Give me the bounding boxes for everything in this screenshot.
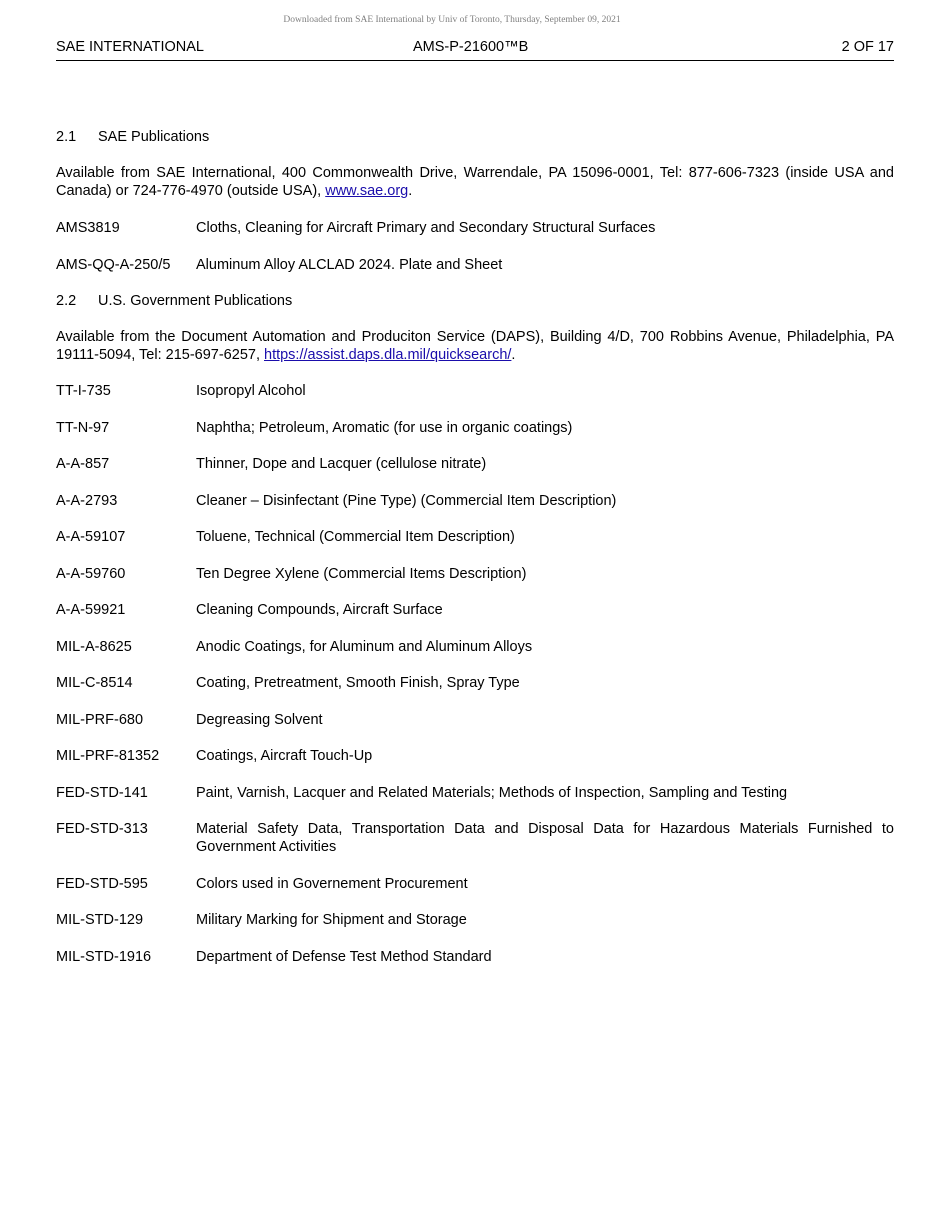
reference-title: Department of Defense Test Method Standard [196,948,492,965]
reference-item [56,784,894,802]
sae-availability-paragraph [56,164,894,200]
reference-title: Naphtha; Petroleum, Aromatic (for use in organic coatings) [196,419,573,436]
reference-item [56,948,894,966]
reference-code: AMS3819 [56,220,120,236]
reference-item [56,820,894,856]
reference-code: MIL-A-8625 [56,638,132,655]
reference-title: Material Safety Data, Transportation Data and Disposal Data for Hazardous Materials Furnished to Government Activities [196,821,894,855]
assist-quicksearch-link[interactable]: https://assist.daps.dla.mil/quicksearch/ [264,347,512,363]
reference-title: Coating, Pretreatment, Smooth Finish, Spray Type [196,675,520,691]
availability-text: Available from the Document Automation and Produciton Service (DAPS), Building 4/D, 700 Robbins Avenue, Philadelphia, PA 19111-5094, Tel: 215-697-6257, [56,329,894,363]
section-number: 2.2 [56,293,77,309]
reference-title: Cloths, Cleaning for Aircraft Primary and Secondary Structural Surfaces [196,220,656,236]
reference-code: TT-I-735 [56,383,111,399]
reference-title: Toluene, Technical (Commercial Item Description) [196,529,515,545]
reference-code: MIL-C-8514 [56,675,133,691]
reference-title: Cleaner – Disinfectant (Pine Type) (Commercial Item Description) [196,492,617,509]
reference-title: Aluminum Alloy ALCLAD 2024. Plate and Sheet [196,257,503,273]
header-publisher: SAE INTERNATIONAL [56,39,204,55]
header-document-number: AMS-P-21600™B [413,39,529,55]
reference-code: FED-STD-313 [56,821,148,837]
reference-item [56,419,894,437]
reference-code: FED-STD-595 [56,875,148,892]
reference-item [56,747,894,765]
reference-item [56,638,894,656]
reference-title: Anodic Coatings, for Aluminum and Aluminum Alloys [196,638,533,655]
reference-item [56,219,894,237]
page-body [56,128,894,966]
reference-title: Thinner, Dope and Lacquer (cellulose nitrate) [196,456,487,472]
reference-item [56,565,894,583]
sae-website-link[interactable]: www.sae.org [325,183,409,199]
section-title: U.S. Government Publications [98,293,293,309]
reference-title: Cleaning Compounds, Aircraft Surface [196,602,443,618]
reference-code: A-A-59107 [56,529,126,545]
reference-code: FED-STD-141 [56,784,148,801]
reference-item [56,875,894,893]
reference-item [56,492,894,510]
section-heading-2-1 [56,128,894,146]
reference-code: A-A-857 [56,456,110,472]
reference-code: AMS-QQ-A-250/5 [56,257,171,273]
reference-code: MIL-PRF-81352 [56,748,160,764]
availability-period: . [408,183,413,199]
reference-item [56,674,894,692]
reference-code: A-A-59760 [56,565,126,582]
reference-item [56,711,894,729]
availability-text: Available from SAE International, 400 Commonwealth Drive, Warrendale, PA 15096-0001, Tel: 877-606-7323 (inside USA and Canada) or 724-776-4970 (outside USA), [56,165,894,199]
section-number: 2.1 [56,129,77,145]
reference-item [56,455,894,473]
reference-item [56,911,894,929]
reference-item [56,382,894,400]
reference-title: Degreasing Solvent [196,711,323,728]
reference-title: Ten Degree Xylene (Commercial Items Description) [196,565,527,582]
reference-code: A-A-2793 [56,492,118,509]
reference-code: MIL-STD-1916 [56,948,152,965]
reference-item [56,601,894,619]
reference-code: A-A-59921 [56,602,126,618]
section-title: SAE Publications [98,129,210,145]
page-header [56,38,894,61]
daps-availability-paragraph [56,328,894,364]
reference-title: Military Marking for Shipment and Storage [196,912,467,928]
download-watermark: Downloaded from SAE International by Univ of Toronto, Thursday, September 09, 2021 [283,15,621,25]
reference-code: TT-N-97 [56,419,110,436]
reference-title: Coatings, Aircraft Touch-Up [196,748,373,764]
section-heading-2-2 [56,292,894,310]
header-page-number: 2 OF 17 [841,39,894,55]
reference-title: Paint, Varnish, Lacquer and Related Materials; Methods of Inspection, Sampling and Testing [196,784,788,801]
reference-code: MIL-STD-129 [56,912,144,928]
reference-item [56,528,894,546]
reference-title: Colors used in Governement Procurement [196,875,468,892]
reference-item [56,256,894,274]
availability-period: . [511,347,516,363]
reference-title: Isopropyl Alcohol [196,383,306,399]
reference-code: MIL-PRF-680 [56,711,144,728]
